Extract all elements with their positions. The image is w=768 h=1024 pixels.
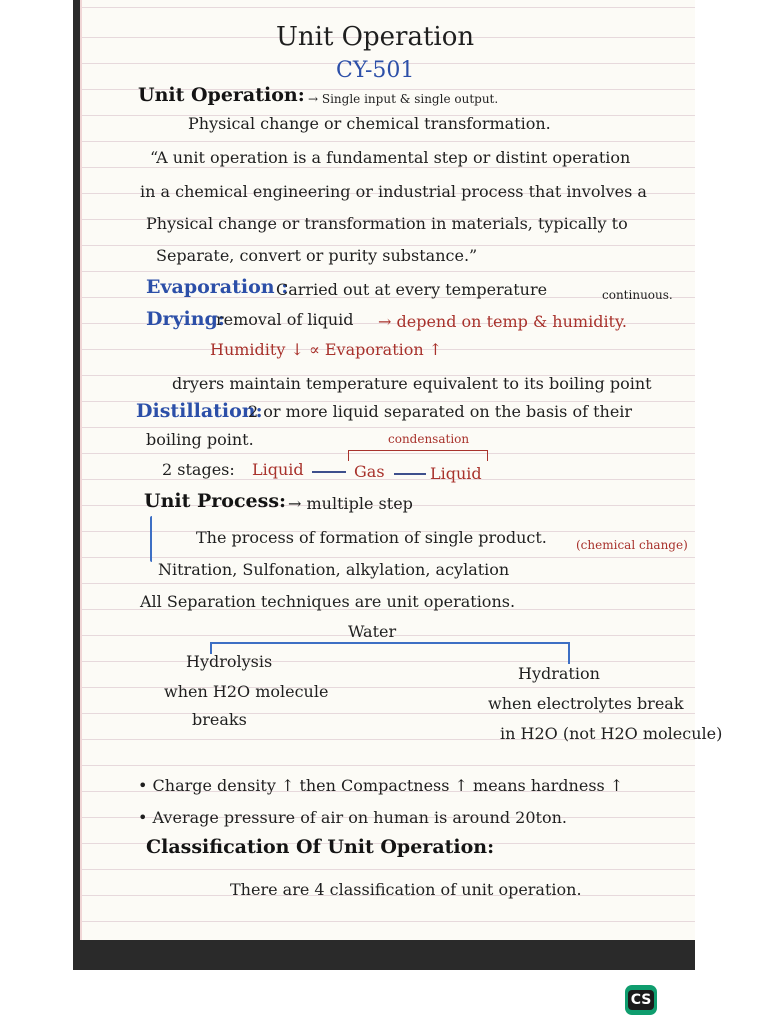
hydrolysis-title: Hydrolysis [186,652,273,671]
stages-label: 2 stages: [162,460,235,479]
classification-text: There are 4 classification of unit operation. [230,880,582,899]
page-title: Unit Operation [276,22,475,52]
stage-connector-1 [312,471,346,473]
bullet-2: • Average pressure of air on human is around 20ton. [138,808,567,827]
hydrolysis-line-1: when H2O molecule [164,682,329,701]
margin-line [80,0,82,940]
unit-process-line-3: All Separation techniques are unit operations. [140,592,516,611]
evaporation-text: Carried out at every temperature [276,280,548,299]
unit-operation-line: Physical change or chemical transformation. [188,114,551,133]
unit-process-note-2: (chemical change) [576,538,688,552]
evaporation-heading: Evaporation : [146,276,289,298]
drying-text: removal of liquid [216,310,354,329]
definition-line-2: in a chemical engineering or industrial process that involves a [140,182,647,201]
drying-heading: Drying: [146,308,225,330]
hydration-title: Hydration [518,664,600,683]
hydration-line-1: when electrolytes break [488,694,684,713]
definition-line-4: Separate, convert or purity substance.” [156,246,478,265]
classification-heading: Classification Of Unit Operation: [146,836,495,858]
unit-operation-heading: Unit Operation: [138,84,305,106]
distillation-text: 2 or more liquid separated on the basis of their [248,402,633,421]
unit-operation-note: → Single input & single output. [308,92,499,106]
definition-line-3: Physical change or transformation in materials, typically to [146,214,628,233]
humidity-relation: Humidity ↓ ∝ Evaporation ↑ [210,340,443,359]
dryers-line: dryers maintain temperature equivalent to its boiling point [172,374,652,393]
distillation-line-2: boiling point. [146,430,254,449]
camscanner-logo [625,985,657,1015]
unit-process-line-1: The process of formation of single product. [196,528,547,547]
evaporation-note: continuous. [602,288,673,302]
camscanner-logo-text: CS [628,990,655,1010]
stage-liquid-1: Liquid [252,460,304,479]
unit-process-line-2: Nitration, Sulfonation, alkylation, acylation [158,560,510,579]
stage-connector-2 [394,473,426,475]
stage-gas: Gas [354,462,385,481]
hydration-line-2: in H2O (not H2O molecule) [500,724,723,743]
bullet-1: • Charge density ↑ then Compactness ↑ means hardness ↑ [138,776,624,795]
unit-process-heading: Unit Process: [144,490,287,512]
process-bracket [150,516,152,562]
water-branch-right [568,642,570,664]
unit-process-note: → multiple step [288,494,413,513]
notebook-page [80,0,723,940]
distillation-heading: Distillation: [136,400,263,422]
condensation-bracket [348,450,488,461]
drying-note: → depend on temp & humidity. [378,312,627,331]
water-label: Water [348,622,397,641]
condensation-label: condensation [388,432,470,446]
stage-liquid-2: Liquid [430,464,482,483]
hydrolysis-line-2: breaks [192,710,247,729]
definition-line-1: “A unit operation is a fundamental step or distint operation [150,148,631,167]
water-branch-line [210,642,570,644]
course-code: CY-501 [336,58,415,83]
